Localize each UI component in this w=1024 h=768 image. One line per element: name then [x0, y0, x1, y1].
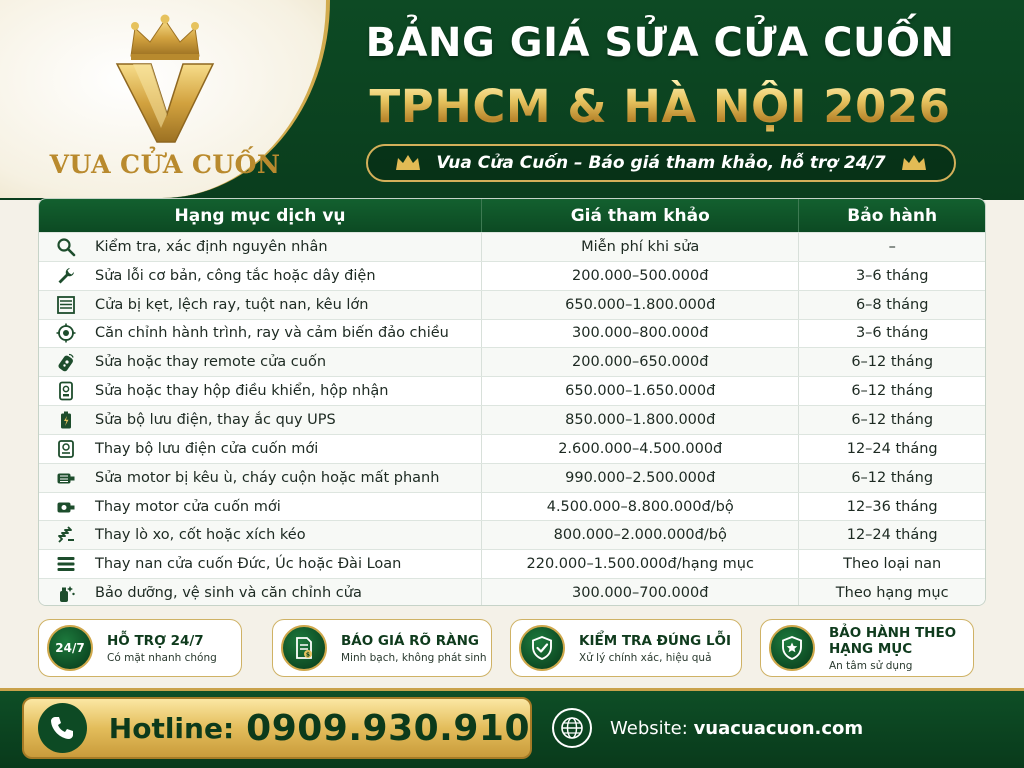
warranty-value: 6–12 tháng [798, 377, 985, 405]
warranty-value: 6–12 tháng [798, 348, 985, 376]
price-value: Miễn phí khi sửa [481, 233, 798, 261]
feature-subtitle: Minh bạch, không phát sinh [341, 651, 487, 664]
warranty-value: 12–24 tháng [798, 435, 985, 463]
table-row [39, 319, 985, 348]
shutter-icon [55, 294, 77, 316]
service-name: Căn chỉnh hành trình, ray và cảm biến đảo chiều [95, 325, 449, 342]
service-name: Sửa hoặc thay remote cửa cuốn [95, 354, 327, 371]
spring-icon [55, 524, 77, 546]
motor-icon [55, 467, 77, 489]
warranty-value: 12–36 tháng [798, 493, 985, 521]
table-row [39, 347, 985, 376]
feature-subtitle: Xử lý chính xác, hiệu quả [579, 651, 712, 664]
brand-name: VUA CỬA CUỐN [40, 150, 290, 179]
feature-diagnosis [510, 619, 742, 677]
hotline-label: Hotline: [108, 711, 235, 745]
price-table [38, 198, 986, 606]
website-url[interactable]: vuacuacuon.com [693, 717, 864, 739]
control-box-icon [55, 380, 77, 402]
phone-icon [38, 703, 87, 753]
warranty-value: 12–24 tháng [798, 521, 985, 549]
crown-icon [900, 153, 928, 173]
service-name: Sửa motor bị kêu ù, cháy cuộn hoặc mất phanh [95, 469, 440, 486]
website-link[interactable] [552, 705, 863, 751]
magnifier-icon [55, 236, 77, 258]
shield-star-icon [769, 625, 815, 671]
table-row [39, 290, 985, 319]
service-name: Bảo dưỡng, vệ sinh và căn chỉnh cửa [95, 585, 362, 602]
wrench-icon [55, 265, 77, 287]
warranty-value: – [798, 233, 985, 261]
price-value: 2.600.000–4.500.000đ [481, 435, 798, 463]
table-row [39, 434, 985, 463]
table-row [39, 549, 985, 578]
hotline-number[interactable]: 0909.930.910 [246, 707, 530, 749]
feature-subtitle: Có mặt nhanh chóng [107, 651, 217, 664]
service-name: Cửa bị kẹt, lệch ray, tuột nan, kêu lớn [95, 296, 369, 313]
price-value: 850.000–1.800.000đ [481, 406, 798, 434]
service-name: Thay nan cửa cuốn Đức, Úc hoặc Đài Loan [95, 556, 402, 573]
table-header [39, 199, 985, 232]
page-subtitle: TPHCM & HÀ NỘI 2026 [340, 80, 980, 133]
support-24-icon: 24/7 [47, 625, 93, 671]
price-value: 650.000–1.800.000đ [481, 291, 798, 319]
feature-warranty [760, 619, 974, 677]
target-icon [55, 322, 77, 344]
column-header-service: Hạng mục dịch vụ [174, 205, 346, 226]
warranty-value: Theo hạng mục [798, 579, 985, 606]
remote-icon [55, 351, 77, 373]
document-icon [281, 625, 327, 671]
warranty-value: Theo loại nan [798, 550, 985, 578]
price-value: 200.000–500.000đ [481, 262, 798, 290]
warranty-value: 3–6 tháng [798, 262, 985, 290]
table-row [39, 405, 985, 434]
service-name: Thay bộ lưu điện cửa cuốn mới [95, 440, 319, 457]
warranty-value: 6–12 tháng [798, 406, 985, 434]
price-value: 800.000–2.000.000đ/bộ [481, 521, 798, 549]
price-value: 220.000–1.500.000đ/hạng mục [481, 550, 798, 578]
service-name: Kiểm tra, xác định nguyên nhân [95, 238, 328, 255]
website-label: Website: [610, 717, 688, 739]
table-row [39, 492, 985, 521]
warranty-value: 6–8 tháng [798, 291, 985, 319]
feature-pricing [272, 619, 492, 677]
feature-title: HỖ TRỢ 24/7 [107, 632, 204, 649]
service-name: Sửa bộ lưu điện, thay ắc quy UPS [95, 411, 336, 428]
price-value: 200.000–650.000đ [481, 348, 798, 376]
feature-title: BÁO GIÁ RÕ RÀNG [341, 632, 479, 649]
warranty-value: 6–12 tháng [798, 464, 985, 492]
page-title: BẢNG GIÁ SỬA CỬA CUỐN [365, 20, 955, 66]
table-row [39, 463, 985, 492]
feature-title: KIỂM TRA ĐÚNG LỖI [579, 632, 732, 649]
table-row [39, 261, 985, 290]
service-name: Thay lò xo, cốt hoặc xích kéo [95, 527, 306, 544]
crown-v-logo-icon [95, 14, 235, 144]
feature-title: BẢO HÀNH THEO HẠNG MỤC [829, 624, 957, 657]
table-row [39, 578, 985, 606]
spray-icon [55, 582, 77, 604]
battery-icon [55, 409, 77, 431]
price-value: 990.000–2.500.000đ [481, 464, 798, 492]
service-name: Sửa lỗi cơ bản, công tắc hoặc dây điện [95, 267, 376, 284]
feature-subtitle: An tâm sử dụng [829, 659, 913, 672]
tagline-pill [366, 144, 956, 182]
table-row [39, 232, 985, 261]
price-value: 300.000–700.000đ [481, 579, 798, 606]
price-value: 4.500.000–8.800.000đ/bộ [481, 493, 798, 521]
svg-text:$: $ [305, 651, 311, 659]
crown-icon [394, 153, 422, 173]
price-value: 300.000–800.000đ [481, 320, 798, 348]
globe-icon [552, 708, 592, 748]
warranty-value: 3–6 tháng [798, 320, 985, 348]
hotline-button[interactable] [22, 697, 532, 759]
feature-support [38, 619, 242, 677]
table-row [39, 520, 985, 549]
column-header-warranty: Bảo hành [798, 199, 985, 232]
motor-new-icon [55, 496, 77, 518]
column-header-price: Giá tham khảo [481, 199, 798, 232]
service-name: Thay motor cửa cuốn mới [95, 498, 281, 515]
ups-icon [55, 438, 77, 460]
price-value: 650.000–1.650.000đ [481, 377, 798, 405]
table-row [39, 376, 985, 405]
tagline-text: Vua Cửa Cuốn – Báo giá tham khảo, hỗ trợ 24/7 [436, 153, 886, 173]
shield-check-icon [519, 625, 565, 671]
service-name: Sửa hoặc thay hộp điều khiển, hộp nhận [95, 383, 389, 400]
logo-panel [0, 0, 330, 198]
table-body [39, 232, 985, 606]
slats-icon [55, 553, 77, 575]
